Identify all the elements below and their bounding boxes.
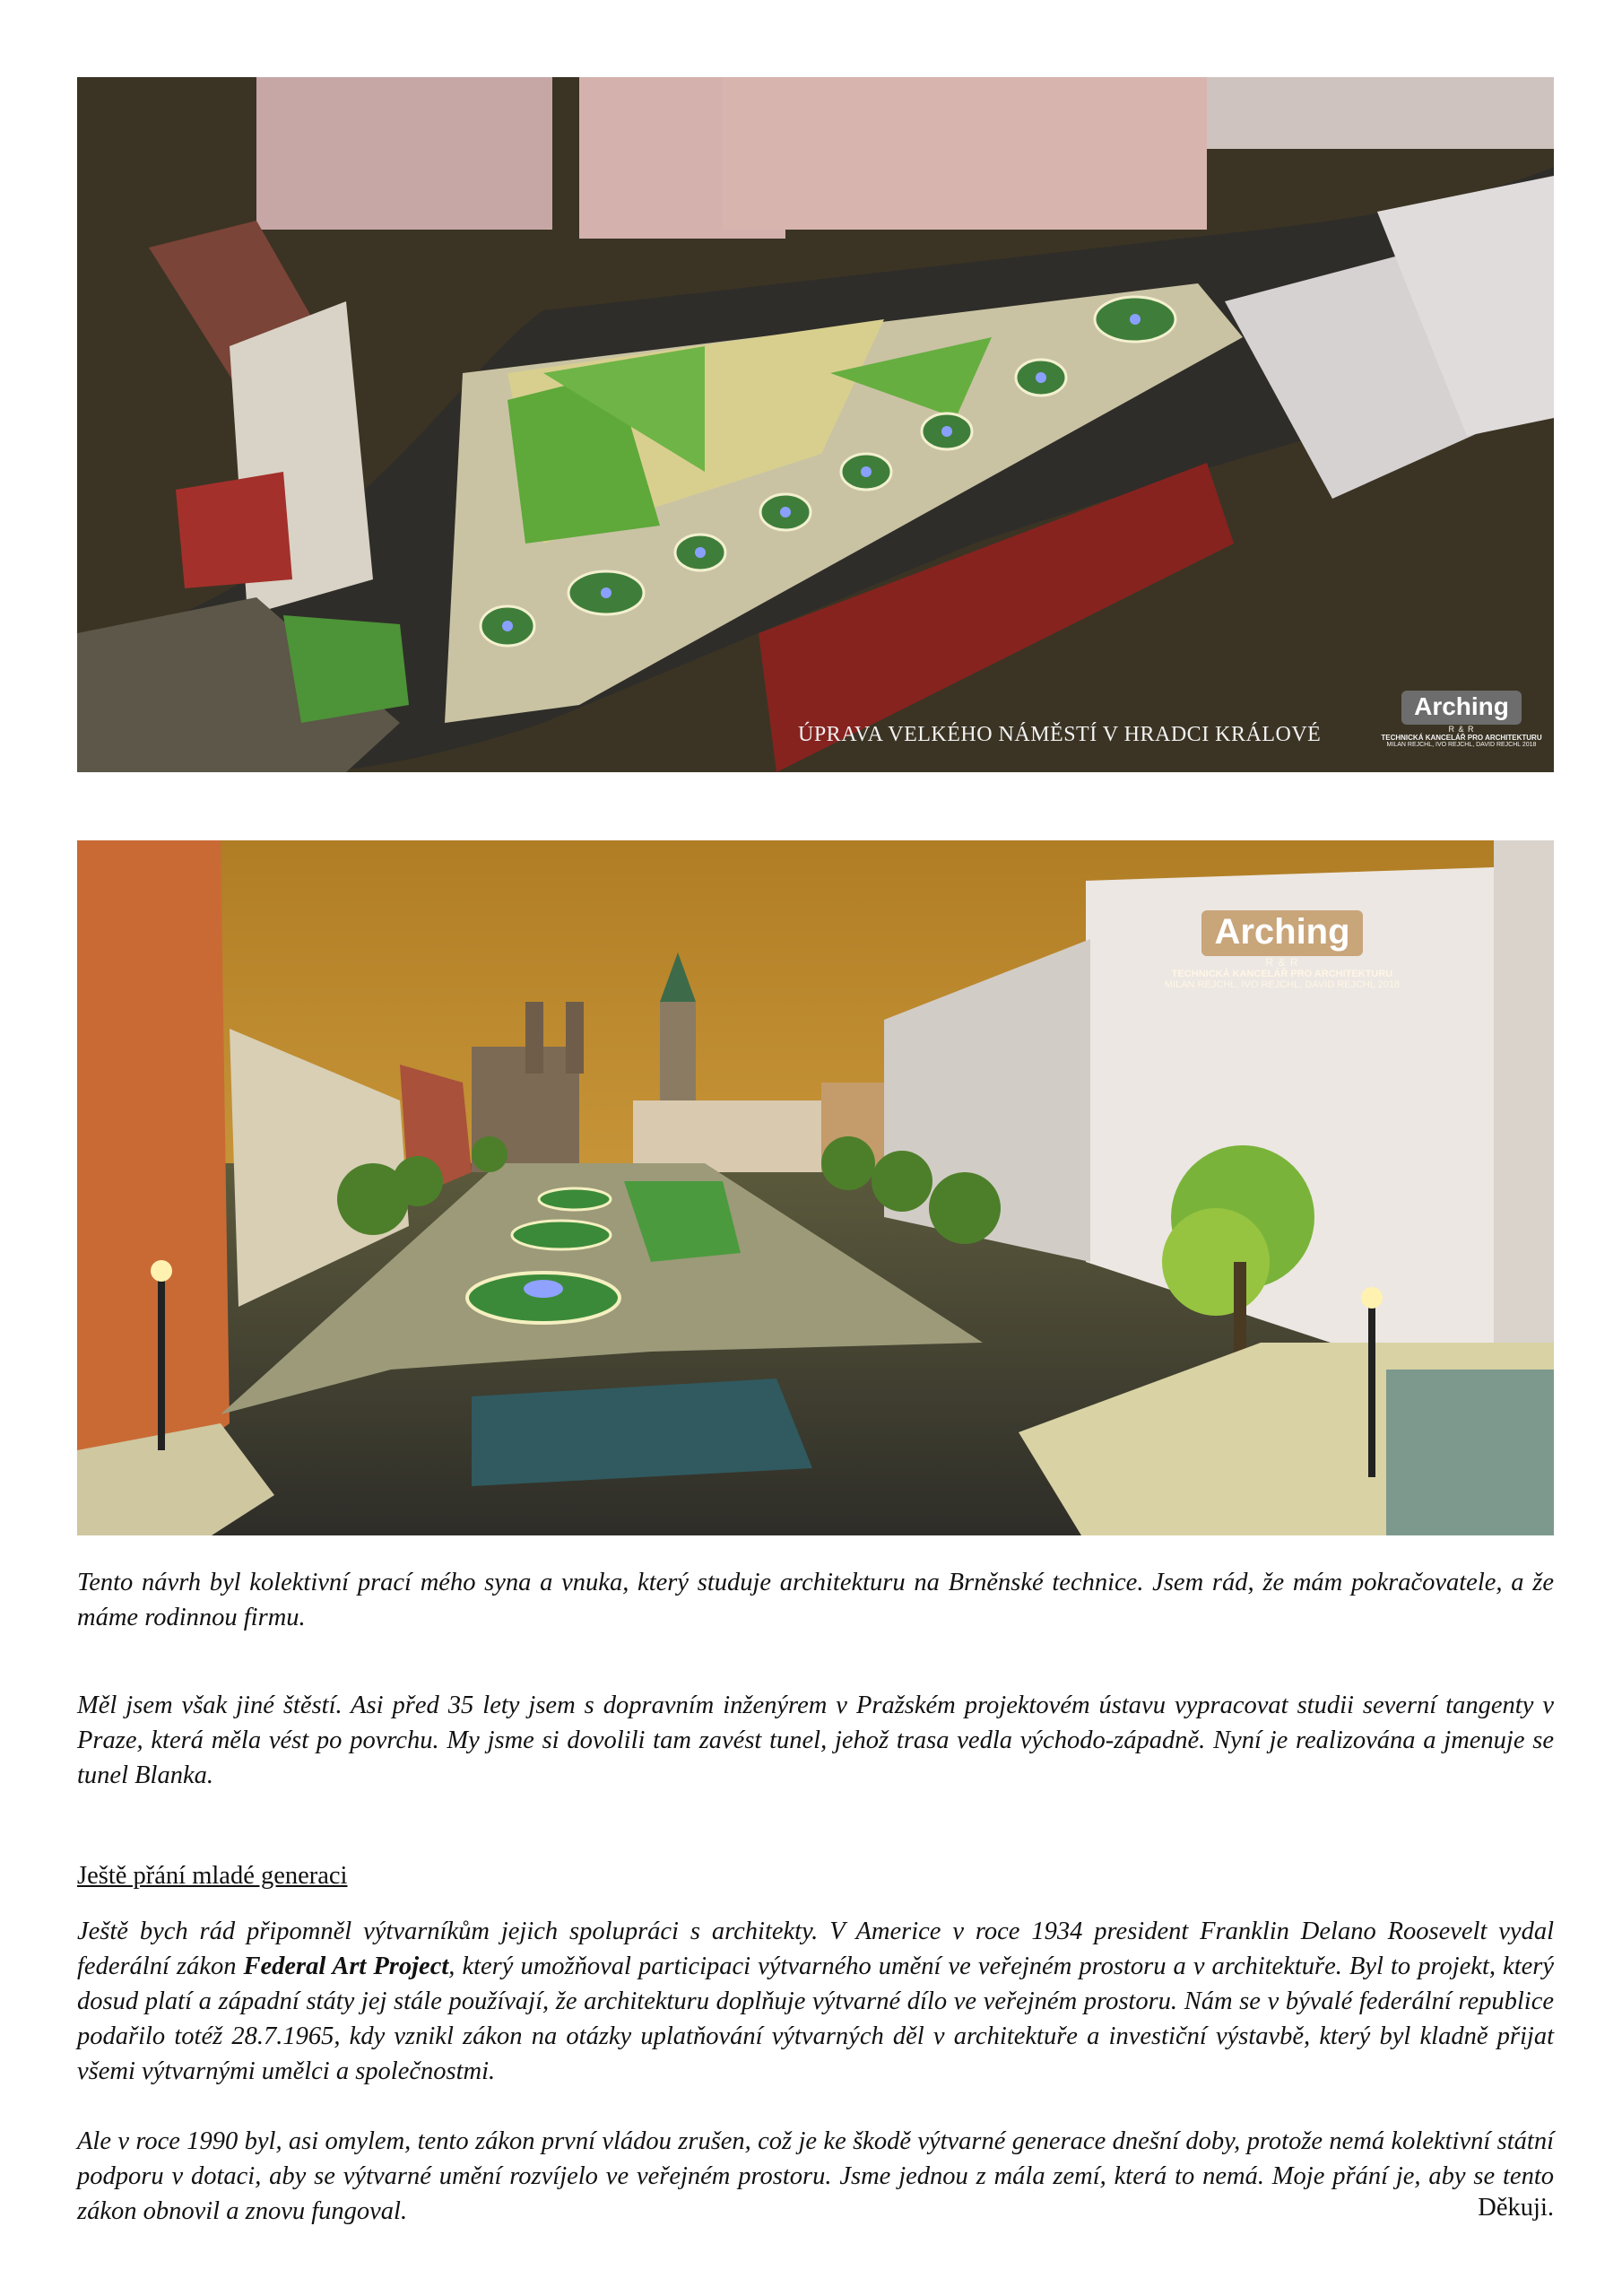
- aerial-render-drawing: [77, 77, 1554, 772]
- paragraph-federal-art-project: [77, 1914, 1554, 2089]
- aerial-render-image: [77, 77, 1554, 772]
- paragraph-text: Ještě bych rád připomněl výtvarníkům jejich spolupráci s architekty. V Americe v roce 1934 president Franklin Delano Roosevelt vydal federální zákon: [77, 1918, 1554, 1980]
- paragraph-blanka-tunnel: Měl jsem však jiné štěstí. Asi před 35 lety jsem s dopravním inženýrem v Pražském projektovém ústavu vypracovat studii severní tangenty v Praze, která měla vést po povrchu. My jsme si dovolili tam zavést tunel, jehož trasa vedla východo-západně. Nyní je realizována a jmenuje se tunel Blanka.: [77, 1692, 1554, 1789]
- logo-subtitle: R & R: [1448, 725, 1475, 734]
- arching-logo-bottom: [1148, 910, 1417, 990]
- logo-tagline: TECHNICKÁ KANCELÁŘ PRO ARCHITEKTURU: [1381, 734, 1542, 742]
- paragraph-text: , který umožňoval participaci výtvarného umění ve veřejném prostoru a v architektuře. Byl to projekt, který dosud platí a západní státy jej stále používají, že architekturu doplňuje výtvarné dílo ve veřejném prostoru. Nám se v bývalé federální republice podařilo totéž 28.7.1965, kdy vznikl zákon na otázky uplatňování výtvarných děl v architektuře a investiční výstavbě, který byl kladně přijat všemi výtvarnými umělci a společnostmi.: [77, 1952, 1555, 2085]
- logo-names: MILAN REJCHL, IVO REJCHL, DAVID REJCHL 2018: [1386, 742, 1537, 748]
- logo-names: MILAN REJCHL, IVO REJCHL, DAVID REJCHL 2018: [1164, 979, 1401, 990]
- closing-thanks: Děkuji.: [1478, 2194, 1554, 2222]
- section-heading: Ještě přání mladé generaci: [77, 1862, 348, 1890]
- logo-wordmark: Arching: [1401, 691, 1522, 725]
- paragraph-law-repeal: Ale v roce 1990 byl, asi omylem, tento zákon první vládou zrušen, což je ke škodě výtvarné generace dnešní doby, protože nemá kolektivní státní podporu v dotaci, aby se výtvarné umění rozvíjelo ve veřejném prostoru. Jsme jednou z mála zemí, která to nemá. Moje přání je, aby se tento zákon obnovil a znovu fungoval.: [77, 2127, 1554, 2225]
- paragraph-collective-work: Tento návrh byl kolektivní prací mého syna a vnuka, který studuje architekturu na Brněnské technice. Jsem rád, že mám pokračovatele, a že máme rodinnou firmu.: [77, 1569, 1554, 1631]
- logo-tagline: TECHNICKÁ KANCELÁŘ PRO ARCHITEKTURU: [1171, 969, 1393, 979]
- render-caption: ÚPRAVA VELKÉHO NÁMĚSTÍ V HRADCI KRÁLOVÉ: [798, 723, 1322, 746]
- logo-subtitle: R & R: [1265, 956, 1299, 969]
- arching-logo-top: [1381, 691, 1542, 748]
- logo-wordmark: Arching: [1201, 910, 1362, 956]
- federal-art-project-bold: Federal Art Project: [243, 1952, 449, 1980]
